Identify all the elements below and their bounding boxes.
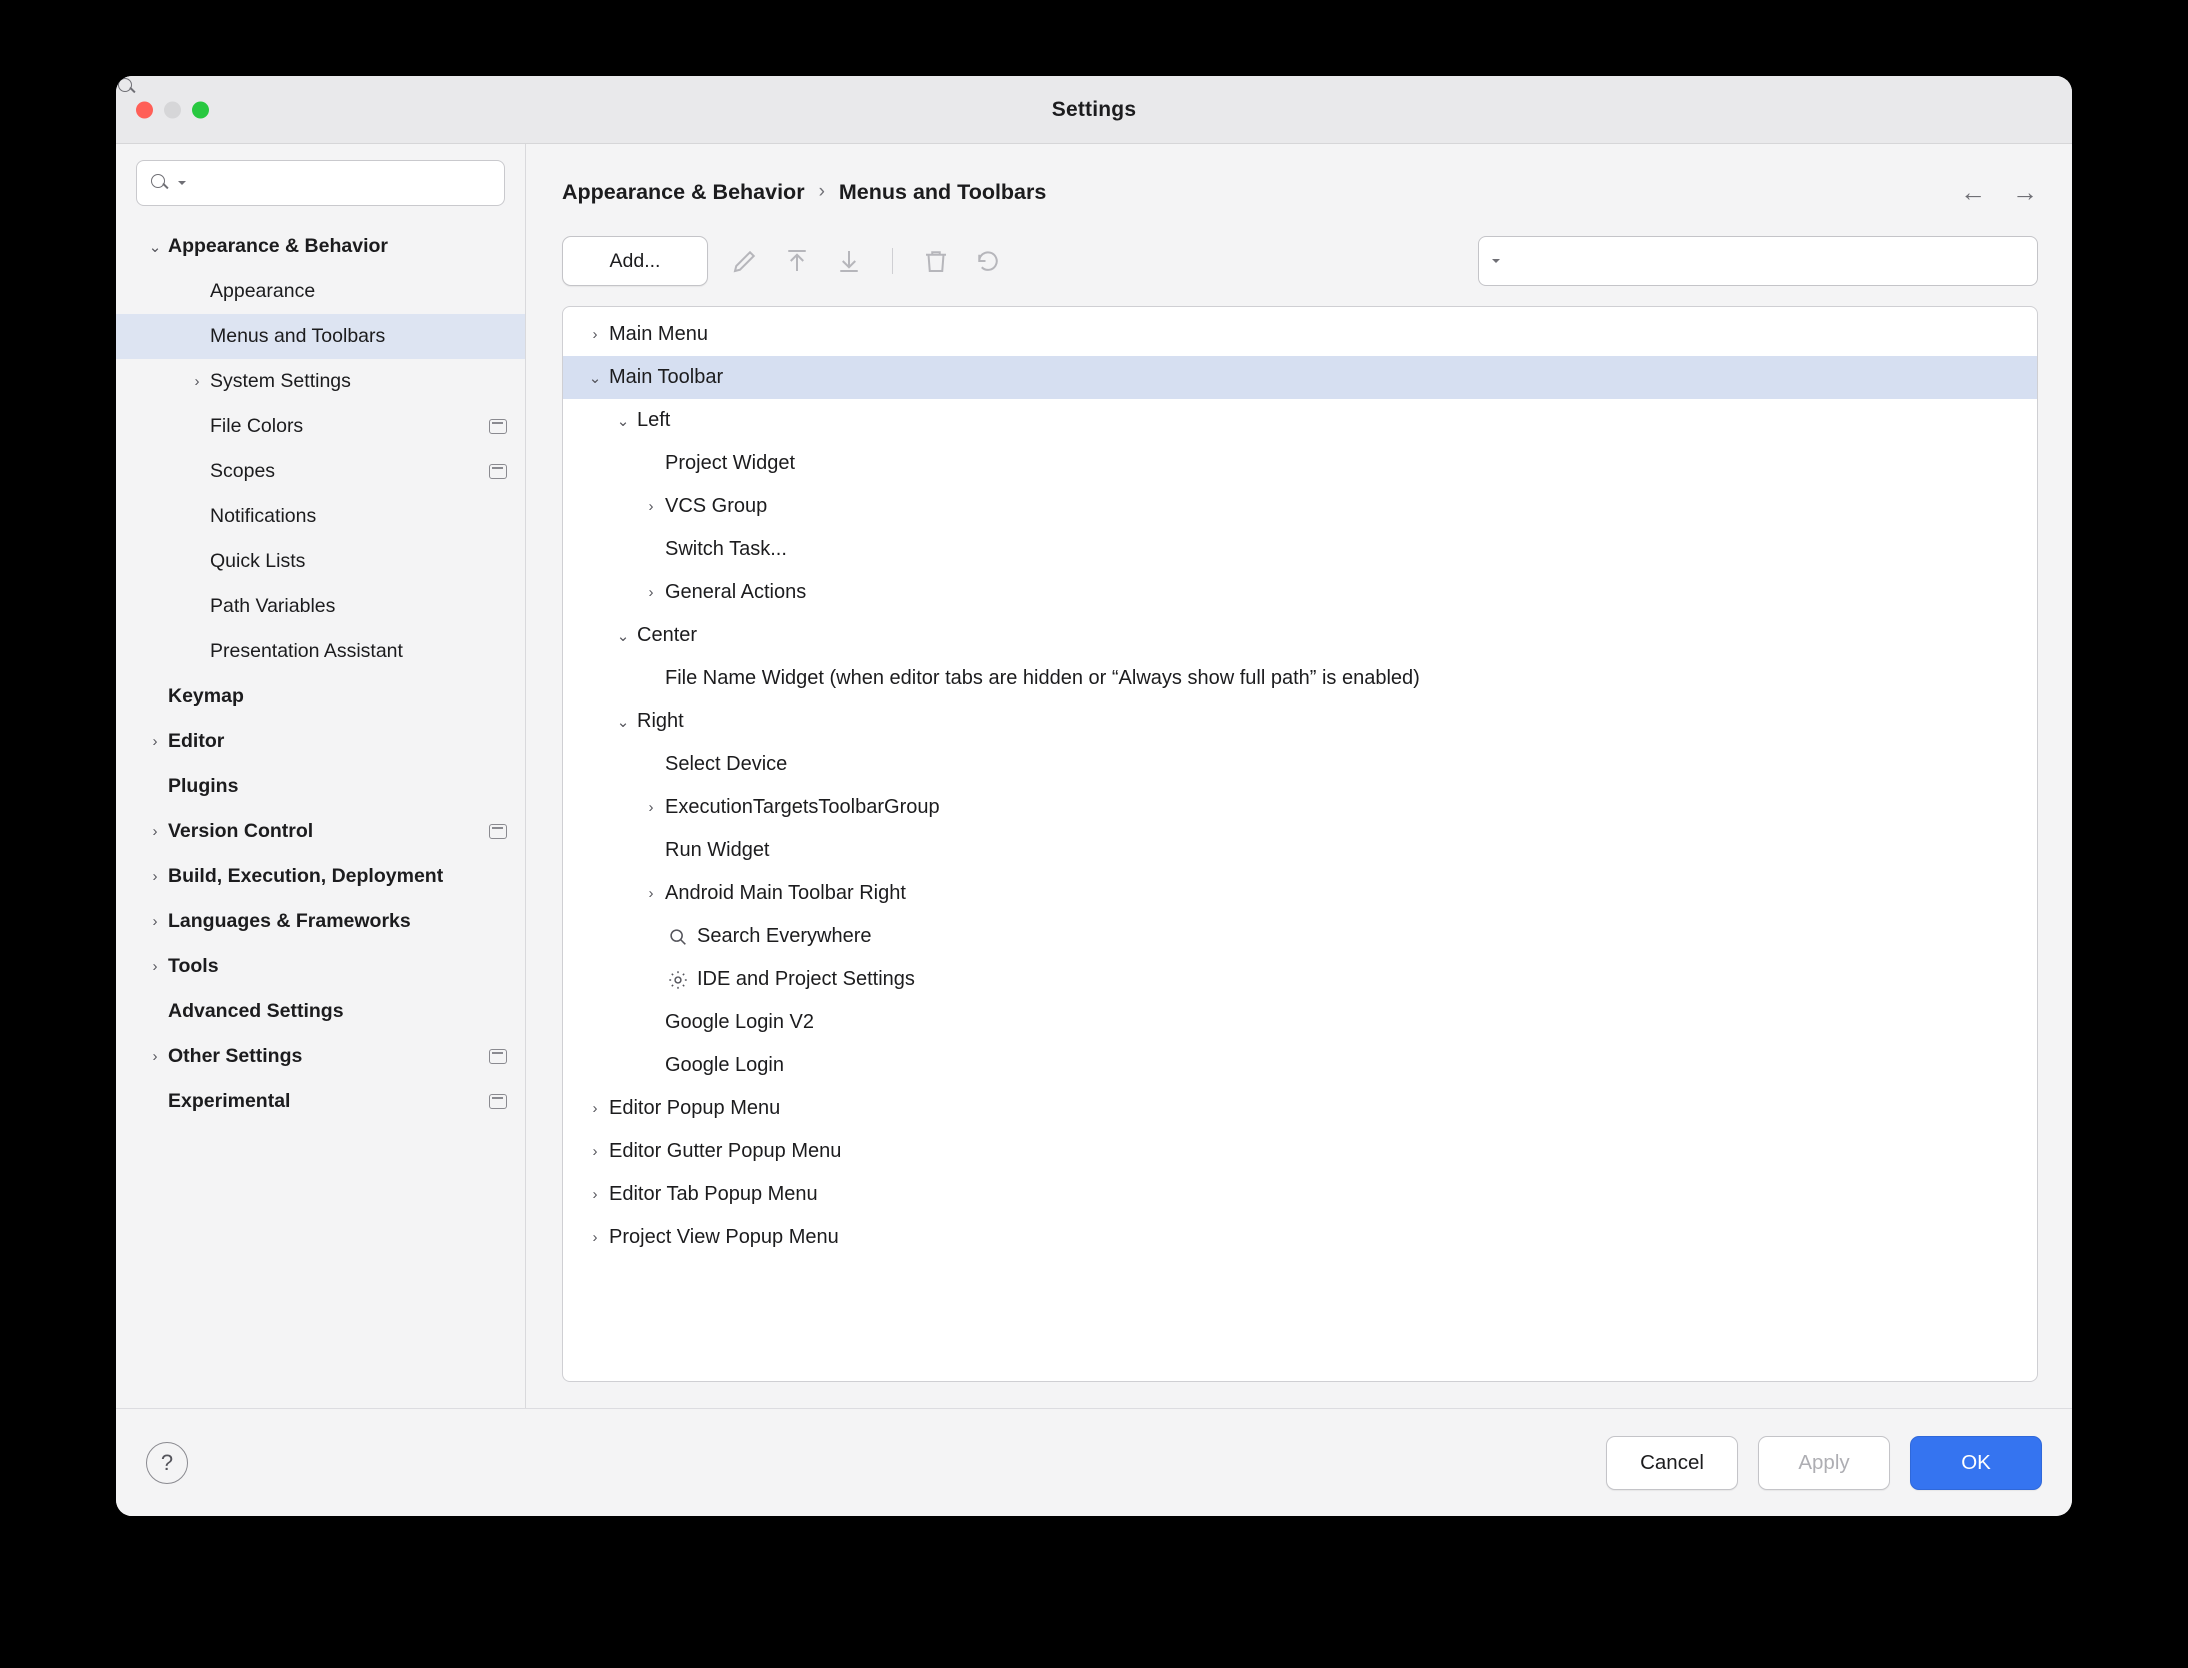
tree-item-label: Editor Gutter Popup Menu: [609, 1140, 842, 1162]
sidebar-item-plugins[interactable]: [116, 764, 525, 809]
move-down-icon[interactable]: [834, 246, 864, 276]
tree-item-label: ExecutionTargetsToolbarGroup: [665, 796, 940, 818]
sidebar-item-path-variables[interactable]: [116, 584, 525, 629]
tree-item-label: Run Widget: [665, 839, 770, 861]
tree-item[interactable]: [563, 1087, 2037, 1130]
chevron-right-icon[interactable]: ›: [194, 373, 200, 390]
sidebar-item-label: Build, Execution, Deployment: [168, 865, 444, 887]
chevron-down-icon[interactable]: ⌄: [588, 369, 602, 387]
chevron-right-icon[interactable]: ›: [592, 326, 598, 343]
sidebar-item-label: Other Settings: [168, 1045, 303, 1067]
sidebar-item-label: Languages & Frameworks: [168, 910, 411, 932]
sidebar-item-label: Notifications: [210, 505, 317, 527]
tree-item-label: Search Everywhere: [697, 925, 872, 947]
ok-button[interactable]: OK: [1910, 1436, 2042, 1490]
forward-arrow-icon[interactable]: →: [2012, 177, 2038, 207]
sidebar-item-label: Tools: [168, 955, 219, 977]
search-icon: [665, 926, 691, 948]
tree-item[interactable]: [563, 1130, 2037, 1173]
sidebar-item-label: Keymap: [168, 685, 244, 707]
chevron-right-icon[interactable]: ›: [152, 823, 158, 840]
sidebar-item-appearance-behavior[interactable]: [116, 224, 525, 269]
chevron-down-icon[interactable]: ⌄: [148, 238, 162, 256]
chevron-right-icon[interactable]: ›: [648, 885, 654, 902]
sidebar-item-label: Editor: [168, 730, 225, 752]
chevron-down-icon[interactable]: ⌄: [616, 713, 630, 731]
sidebar-item-build-execution-deployment[interactable]: [116, 854, 525, 899]
sidebar-item-notifications[interactable]: [116, 494, 525, 539]
dialog-body: [116, 144, 2072, 1408]
tree-item[interactable]: [563, 958, 2037, 1001]
tree-item[interactable]: [563, 829, 2037, 872]
chevron-right-icon[interactable]: ›: [152, 1048, 158, 1065]
tree-item[interactable]: [563, 743, 2037, 786]
sidebar-item-label: Plugins: [168, 775, 239, 797]
sidebar-item-label: Quick Lists: [210, 550, 306, 572]
tree-item[interactable]: [563, 528, 2037, 571]
tree-item[interactable]: [563, 399, 2037, 442]
chevron-down-icon[interactable]: ⌄: [616, 627, 630, 645]
maximize-window-button[interactable]: [192, 101, 209, 118]
sidebar-item-label: Appearance & Behavior: [168, 235, 388, 257]
main-panel: [526, 144, 2072, 1408]
tree-item-label: Project View Popup Menu: [609, 1226, 839, 1248]
sidebar-item-keymap[interactable]: [116, 674, 525, 719]
sidebar-item-other-settings[interactable]: [116, 1034, 525, 1079]
tree-item-label: Main Menu: [609, 323, 708, 345]
sidebar-item-menus-and-toolbars[interactable]: [116, 314, 525, 359]
sidebar-item-label: Scopes: [210, 460, 276, 482]
tree-item[interactable]: [563, 657, 2037, 700]
sidebar-item-label: Path Variables: [210, 595, 336, 617]
chevron-down-icon[interactable]: ⌄: [616, 412, 630, 430]
delete-trash-icon[interactable]: [921, 246, 951, 276]
tree-item-label: Select Device: [665, 753, 788, 775]
sidebar-item-scopes[interactable]: [116, 449, 525, 494]
tree-item[interactable]: [563, 1001, 2037, 1044]
tree-item-label: Editor Tab Popup Menu: [609, 1183, 818, 1205]
chevron-right-icon[interactable]: ›: [648, 584, 654, 601]
footer-buttons: [1606, 1436, 2042, 1490]
chevron-right-icon[interactable]: ›: [592, 1143, 598, 1160]
chevron-right-icon[interactable]: ›: [152, 913, 158, 930]
project-scope-badge-icon: [489, 824, 507, 839]
chevron-down-icon: [1492, 259, 1500, 263]
breadcrumb: [562, 170, 2038, 214]
sidebar-item-presentation-assistant[interactable]: [116, 629, 525, 674]
tree-item[interactable]: [563, 571, 2037, 614]
project-scope-badge-icon: [489, 419, 507, 434]
sidebar-item-advanced-settings[interactable]: [116, 989, 525, 1034]
breadcrumb-separator: ›: [818, 181, 825, 202]
tree-item[interactable]: [563, 485, 2037, 528]
sidebar-item-system-settings[interactable]: [116, 359, 525, 404]
sidebar-item-label: Advanced Settings: [168, 1000, 344, 1022]
apply-button[interactable]: Apply: [1758, 1436, 1890, 1490]
tree-item[interactable]: [563, 313, 2037, 356]
help-button[interactable]: ?: [146, 1442, 188, 1484]
tree-filter-field[interactable]: [1478, 236, 2038, 286]
sidebar-item-tools[interactable]: [116, 944, 525, 989]
sidebar-item-editor[interactable]: [116, 719, 525, 764]
sidebar-item-quick-lists[interactable]: [116, 539, 525, 584]
gear-icon: [665, 969, 691, 991]
project-scope-badge-icon: [489, 1094, 507, 1109]
tree-item-label: General Actions: [665, 581, 807, 603]
window-controls: [136, 101, 209, 118]
tree-item-label: Google Login V2: [665, 1011, 815, 1033]
sidebar-item-label: System Settings: [210, 370, 351, 392]
chevron-right-icon[interactable]: ›: [152, 733, 158, 750]
tree-item-label: Android Main Toolbar Right: [665, 882, 906, 904]
tree-item[interactable]: [563, 614, 2037, 657]
add-button[interactable]: Add...: [562, 236, 708, 286]
tree-item[interactable]: [563, 1173, 2037, 1216]
tree-item-label: Center: [637, 624, 698, 646]
tree-item-label: IDE and Project Settings: [697, 968, 915, 990]
chevron-right-icon[interactable]: ›: [152, 868, 158, 885]
tree-item-label: Editor Popup Menu: [609, 1097, 781, 1119]
back-arrow-icon[interactable]: ←: [1960, 177, 1986, 207]
sidebar-item-version-control[interactable]: [116, 809, 525, 854]
tree-item-label: VCS Group: [665, 495, 768, 517]
title-bar: [116, 76, 2072, 144]
tree-item-label: Left: [637, 409, 671, 431]
close-window-button[interactable]: [136, 101, 153, 118]
sidebar-search[interactable]: [136, 160, 505, 206]
tree-item[interactable]: [563, 872, 2037, 915]
minimize-window-button[interactable]: [164, 101, 181, 118]
sidebar-item-label: Version Control: [168, 820, 314, 842]
breadcrumb-nav-arrows: [1960, 179, 2038, 205]
chevron-right-icon[interactable]: ›: [592, 1229, 598, 1246]
tree-item-label: Google Login: [665, 1054, 784, 1076]
edit-pencil-icon[interactable]: [730, 246, 760, 276]
move-up-icon[interactable]: [782, 246, 812, 276]
window-title: Settings: [1051, 97, 1137, 121]
sidebar-item-experimental[interactable]: [116, 1079, 525, 1124]
tree-item[interactable]: [563, 786, 2037, 829]
sidebar-item-label: Presentation Assistant: [210, 640, 403, 662]
restore-revert-icon[interactable]: [973, 246, 1003, 276]
chevron-right-icon[interactable]: ›: [152, 958, 158, 975]
search-icon: [149, 172, 171, 194]
tree-item[interactable]: [563, 700, 2037, 743]
tree-item[interactable]: [563, 356, 2037, 399]
cancel-button[interactable]: Cancel: [1606, 1436, 1738, 1490]
settings-category-tree: [116, 220, 525, 1408]
settings-window: [116, 76, 2072, 1516]
tree-item-label: Right: [637, 710, 684, 732]
sidebar-item-languages-frameworks[interactable]: [116, 899, 525, 944]
menus-toolbars-tree[interactable]: [562, 306, 2038, 1382]
sidebar-item-label: Experimental: [168, 1090, 291, 1112]
tree-item[interactable]: [563, 442, 2037, 485]
search-input[interactable]: [186, 172, 492, 195]
sidebar-item-label: Appearance: [210, 280, 316, 302]
tree-item-label: Switch Task...: [665, 538, 787, 560]
tree-item[interactable]: [563, 915, 2037, 958]
dialog-footer: [116, 1408, 2072, 1516]
tree-item-label: Project Widget: [665, 452, 796, 474]
settings-sidebar: [116, 144, 526, 1408]
project-scope-badge-icon: [489, 464, 507, 479]
sidebar-item-file-colors[interactable]: [116, 404, 525, 449]
sidebar-item-label: Menus and Toolbars: [210, 325, 386, 347]
toolbar-divider: [892, 248, 893, 274]
project-scope-badge-icon: [489, 1049, 507, 1064]
breadcrumb-parent[interactable]: Appearance & Behavior: [562, 179, 805, 204]
chevron-right-icon[interactable]: ›: [648, 498, 654, 515]
chevron-right-icon[interactable]: ›: [592, 1186, 598, 1203]
breadcrumb-current: Menus and Toolbars: [838, 179, 1047, 204]
tree-item-label: Main Toolbar: [609, 366, 724, 388]
tree-toolbar-icons: [730, 246, 1003, 276]
tree-item[interactable]: [563, 1216, 2037, 1259]
sidebar-item-label: File Colors: [210, 415, 304, 437]
tree-toolbar: [562, 236, 2038, 286]
chevron-right-icon[interactable]: ›: [648, 799, 654, 816]
chevron-down-icon: [178, 181, 186, 185]
tree-item-label: File Name Widget (when editor tabs are hidden or “Always show full path” is enabled): [665, 667, 1420, 689]
filter-input[interactable]: [1500, 250, 2025, 273]
sidebar-item-appearance[interactable]: [116, 269, 525, 314]
tree-item[interactable]: [563, 1044, 2037, 1087]
chevron-right-icon[interactable]: ›: [592, 1100, 598, 1117]
